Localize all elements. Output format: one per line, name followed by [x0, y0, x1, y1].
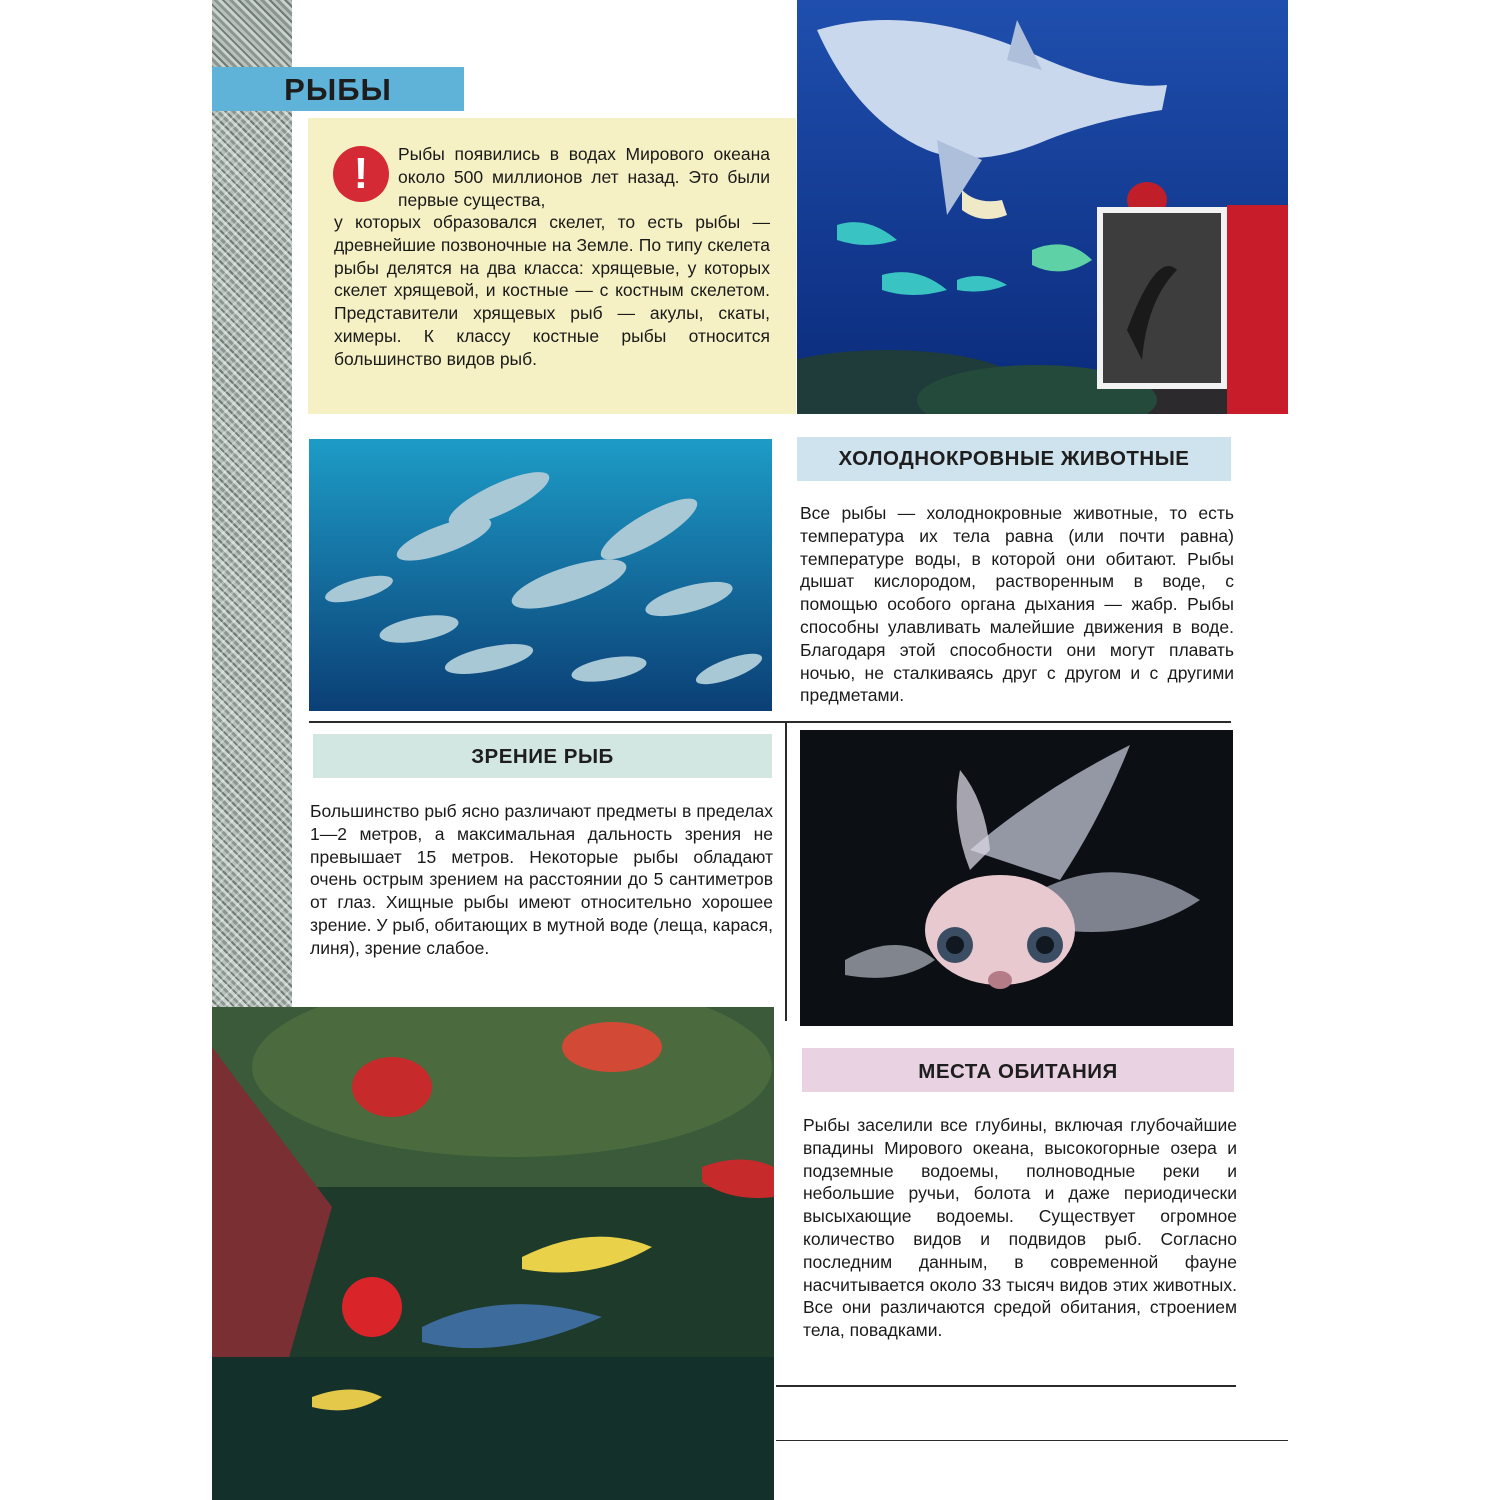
goldfish-photo [800, 730, 1233, 1026]
page-title: РЫБЫ [284, 72, 392, 107]
shark-photo [797, 0, 1288, 414]
exclamation-icon: ! [333, 146, 389, 202]
intro-text-a: Рыбы появились в водах Мирового океана около 500 миллионов лет назад. Это были первые существа, [398, 144, 770, 210]
shark-illustration [797, 0, 1288, 414]
intro-text: у которых образовался скелет, то есть рыбы — древнейшие позвоночные на Земле. По типу скелета рыбы делятся на два класса: хрящевые, у которых скелет хрящевой, и костные — с костным скелетом. Представители хрящевых рыб — акулы, скаты, химеры. К классу костные рыбы относится большинство видов рыб. [334, 212, 770, 369]
goldfish-illustration [800, 730, 1233, 1026]
vision-text: Большинство рыб ясно различают предметы в пределах 1—2 метров, а максимальная дальность зрения не превышает 15 метров. Некоторые рыбы обладают очень острым зрением на расстоянии до 5 сантиметров от глаз. Хищные рыбы имеют относительно хорошее зрение. У рыб, обитающих в мутной воде (леща, карася, линя), зрение слабое. [310, 801, 773, 958]
divider [776, 1440, 1288, 1441]
divider [776, 1385, 1236, 1387]
coral-reef-illustration [212, 1007, 774, 1500]
divider-vertical [785, 721, 787, 1021]
divider [309, 721, 1231, 723]
cold-blooded-title: ХОЛОДНОКРОВНЫЕ ЖИВОТНЫЕ [838, 447, 1190, 470]
habitat-text: Рыбы заселили все глубины, включая глубочайшие впадины Мирового океана, высокогорные озера и подземные водоемы, полноводные реки и небольшие ручьи, болота и даже периодически высыхающие водоемы. Существует огромное количество видов и подвидов рыб. Согласно последним данным, в современной фауне насчитывается около 33 тысяч видов этих животных. Все они различаются средой обитания, строением тела, повадками. [803, 1115, 1237, 1341]
left-margin [0, 0, 212, 1500]
habitat-title: МЕСТА ОБИТАНИЯ [918, 1060, 1118, 1083]
fish-school-photo [309, 439, 772, 711]
cold-blooded-text: Все рыбы — холоднокровные животные, то есть температура их тела равна (или почти равна) температуре воды, в которой они обитают. Рыбы дышат кислородом, растворенным в воде, с помощью особого органа дыхания — жабр. Рыбы способны улавливать малейшие движения в воде. Благодаря этой способности они могут плавать ночью, не сталкиваясь друг с другом и с другими предметами. [800, 503, 1234, 706]
coral-reef-photo [212, 1007, 774, 1500]
vision-title: ЗРЕНИЕ РЫБ [471, 745, 614, 768]
fish-school-illustration [309, 439, 772, 711]
right-margin [1288, 0, 1500, 1500]
fabric-texture-overlay [212, 110, 292, 1010]
